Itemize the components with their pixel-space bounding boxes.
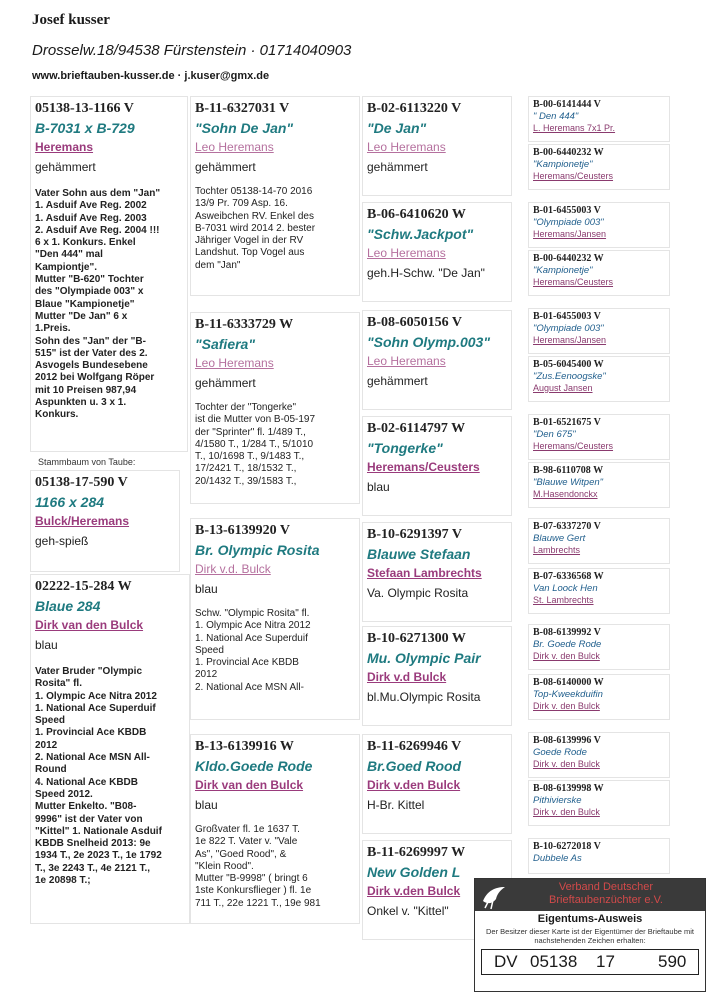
ring-number: 02222-15-284 W — [35, 579, 132, 594]
pigeon-name: "Kampionetje" — [533, 159, 593, 170]
owner: Heremans/Ceusters — [367, 460, 480, 474]
color: H-Br. Kittel — [367, 798, 425, 812]
ring-year: 17 — [596, 952, 615, 971]
ancestor-small-card — [528, 838, 670, 874]
ancestor-small-card — [528, 144, 670, 190]
owner: Lambrechts — [533, 545, 581, 555]
owner: Dirk v.d Bulck — [367, 670, 447, 684]
pigeon-name: "Olympiade 003" — [533, 217, 604, 228]
pigeon-name: Br. Goede Rode — [533, 639, 602, 650]
breeder-address: Drosselw.18/94538 Fürstenstein · 01714040903 — [32, 42, 352, 59]
breeder-contact: www.brieftauben-kusser.de · j.kuser@gmx.de — [32, 70, 270, 82]
subject-card — [30, 470, 180, 572]
pedigree-label: Stammbaum von Taube: — [38, 457, 136, 467]
owner: M.Hasendonckx — [533, 489, 598, 499]
owner: Leo Heremans — [367, 140, 446, 154]
pigeon-name: "Blauwe Witpen" — [533, 477, 604, 488]
ring-number: B-11-6269946 V — [367, 739, 462, 754]
ancestor-small-card — [528, 674, 670, 720]
ancestor-small-card — [528, 414, 670, 460]
pigeon-name: Pithivierske — [533, 795, 582, 806]
pigeon-name: "De Jan" — [367, 120, 427, 136]
description: Tochter der "Tongerke" ist die Mutter von B-05-197 der "Sprinter" fl. 1/489 T., 4/1580 T., 1/284 T., 5/1010 T., 10/1698 T., 9/1483 T., 17/2421 T., 18/1532 T., 20/1432 T., 39/1583 T., — [195, 402, 316, 487]
ring-number: B-01-6455003 V — [533, 205, 601, 216]
color: gehämmert — [367, 160, 428, 174]
color: blau — [195, 582, 218, 596]
description: Tochter 05138-14-70 2016 13/9 Pr. 709 Asp. 16. Asweibchen RV. Enkel des B-7031 wird 2014 2. bester Jähriger Vogel in der RV Landshut. Top Vogel aus dem "Jan" — [195, 186, 316, 271]
ring-number: B-00-6440232 W — [533, 147, 604, 158]
ring-number: B-00-6141444 V — [533, 99, 601, 110]
color: blau — [367, 480, 390, 494]
ancestor-small-card — [528, 308, 670, 354]
pigeon-name: Blauwe Stefaan — [367, 546, 471, 562]
ancestor-card — [362, 416, 512, 516]
ring-number: B-01-6455003 V — [533, 311, 601, 322]
ring-number: B-11-6333729 W — [195, 317, 294, 332]
org-name — [511, 881, 701, 907]
owner: Dirk v.den Bulck — [367, 884, 461, 898]
ring-number: B-01-6521675 V — [533, 417, 601, 428]
owner: Heremans — [35, 140, 94, 154]
ancestor-small-card — [528, 518, 670, 564]
grandparent-card — [190, 734, 360, 924]
owner: Leo Heremans — [367, 354, 446, 368]
owner: Leo Heremans — [195, 140, 274, 154]
ancestor-small-card — [528, 96, 670, 142]
ring-number: B-10-6271300 W — [367, 631, 466, 646]
grandparent-card — [190, 518, 360, 720]
ancestor-small-card — [528, 250, 670, 296]
ancestor-card — [362, 202, 512, 302]
pigeon-name: Br.Goed Rood — [367, 758, 462, 774]
pigeon-name: Top-Kweekduifin — [533, 689, 603, 700]
color: gehämmert — [195, 376, 256, 390]
ancestor-card — [362, 522, 512, 622]
ancestor-card — [362, 96, 512, 196]
color: Onkel v. "Kittel" — [367, 904, 449, 918]
description: Großvater fl. 1e 1637 T. 1e 822 T. Vater v. "Vale As", "Goed Rood", & "Klein Rood". Mutter "B-9998" ( bringt 6 1ste Konkursflieger ) fl. 1e 711 T., 22e 1221 T., 19e 981 — [195, 824, 321, 909]
owner: August Jansen — [533, 383, 593, 393]
owner: Heremans/Ceusters — [533, 171, 614, 181]
owner: Dirk v.d. Bulck — [195, 562, 271, 576]
ancestor-small-card — [528, 356, 670, 402]
breeder-name: Josef kusser — [32, 12, 110, 28]
ring-number: 05138-17-590 V — [35, 475, 128, 490]
ring-code-box — [481, 949, 699, 975]
owner: Dirk v.den Bulck — [367, 778, 461, 792]
ring-number: B-06-6410620 W — [367, 207, 466, 222]
ownership-card — [474, 878, 706, 992]
owner: Dirk van den Bulck — [35, 618, 144, 632]
ancestor-small-card — [528, 780, 670, 826]
ring-number: B-07-6336568 W — [533, 571, 604, 582]
ring-number: B-10-6272018 V — [533, 841, 601, 852]
color: geh-spieß — [35, 534, 89, 548]
ring-number: B-05-6045400 W — [533, 359, 604, 370]
owner: Dirk v. den Bulck — [533, 701, 600, 711]
ring-number: 05138-13-1166 V — [35, 101, 134, 116]
owner: Dirk van den Bulck — [195, 778, 304, 792]
ring-number: B-02-6114797 W — [367, 421, 466, 436]
ring-number: B-08-6050156 V — [367, 315, 463, 330]
color: gehämmert — [35, 160, 96, 174]
ring-number: B-11-6269997 W — [367, 845, 466, 860]
owner: Leo Heremans — [195, 356, 274, 370]
owner: Bulck/Heremans — [35, 514, 130, 528]
ring-number: B-00-6440232 W — [533, 253, 604, 264]
description: Schw. "Olympic Rosita" fl. 1. Olympic Ace Nitra 2012 1. National Ace Superduif Speed 1. Provincial Ace KBDB 2012 2. National Ace MSN All- — [195, 608, 311, 693]
owner: Heremans/Jansen — [533, 229, 607, 239]
ring-number: B-13-6139916 W — [195, 739, 294, 754]
pigeon-name: "Zus.Eenoogske" — [533, 371, 606, 382]
ancestor-small-card — [528, 462, 670, 508]
pigeon-name: Kldo.Goede Rode — [195, 758, 313, 774]
color: gehämmert — [367, 374, 428, 388]
owner: Stefaan Lambrechts — [367, 566, 482, 580]
pigeon-name: "Den 675" — [533, 429, 576, 440]
ancestor-small-card — [528, 624, 670, 670]
color: blau — [35, 638, 58, 652]
owner: Dirk v. den Bulck — [533, 807, 600, 817]
ring-number: B-11-6327031 V — [195, 101, 290, 116]
ring-number: B-08-6139998 W — [533, 783, 604, 794]
pigeon-name: B-7031 x B-729 — [35, 120, 135, 136]
pigeon-name: " Den 444" — [533, 111, 579, 122]
pigeon-name: Goede Rode — [533, 747, 587, 758]
owner: Heremans/Jansen — [533, 335, 607, 345]
owner: St. Lambrechts — [533, 595, 594, 605]
org-line-1: Verband Deutscher — [558, 881, 654, 893]
pigeon-name: Van Loock Hen — [533, 583, 598, 594]
color: Va. Olympic Rosita — [367, 586, 469, 600]
color: bl.Mu.Olympic Rosita — [367, 690, 481, 704]
ring-number: B-02-6113220 V — [367, 101, 462, 116]
ancestor-card — [362, 310, 512, 410]
ring-number: B-08-6139996 V — [533, 735, 601, 746]
dam-card — [30, 574, 190, 924]
ring-number: B-07-6337270 V — [533, 521, 601, 532]
grandparent-card — [190, 312, 360, 504]
pigeon-name: 1166 x 284 — [35, 494, 105, 510]
pigeon-name: Dubbele As — [533, 853, 582, 864]
pigeon-name: Blaue 284 — [35, 598, 101, 614]
owner: Leo Heremans — [367, 246, 446, 260]
owner: Dirk v. den Bulck — [533, 651, 600, 661]
pigeon-name: Blauwe Gert — [533, 533, 586, 544]
pigeon-name: Mu. Olympic Pair — [367, 650, 481, 666]
ancestor-card — [362, 734, 512, 834]
color: gehämmert — [195, 160, 256, 174]
ancestor-small-card — [528, 568, 670, 614]
ring-number: B-13-6139920 V — [195, 523, 291, 538]
pigeon-name: "Tongerke" — [367, 440, 443, 456]
ring-number: B-08-6140000 W — [533, 677, 604, 688]
ring-prefix: DV — [494, 952, 518, 971]
description: Vater Sohn aus dem "Jan" 1. Asduif Ave Reg. 2002 1. Asduif Ave Reg. 2003 2. Asduif Ave Reg. 2004 !!! 6 x 1. Konkurs. Enkel "Den 444" mal Kampiontje". Mutter "B-620" Tochter des "Olympiade 003" x Blaue "Kampionetje" Mutter "De Jan" 6 x 1.Preis. Sohn des "Jan" der "B- 515" ist der Vater des 2. Asvogels Bundesebene 2012 bei Wolfgang Röper mit 10 Preisen 987,94 Aspunkten u. 3 x 1. Konkurs. — [35, 188, 161, 421]
pigeon-name: "Safiera" — [195, 336, 255, 352]
pigeon-name: "Sohn De Jan" — [195, 120, 294, 136]
owner: Heremans/Ceusters — [533, 441, 614, 451]
ownership-title: Eigentums-Ausweis — [537, 913, 643, 925]
ancestor-small-card — [528, 202, 670, 248]
pigeon-name: New Golden L — [367, 864, 461, 880]
owner: Heremans/Ceusters — [533, 277, 614, 287]
description: Vater Bruder "Olympic Rosita" fl. 1. Olympic Ace Nitra 2012 1. National Ace Superduif Speed 1. Provincial Ace KBDB 2012 2. National Ace MSN All- Round 4. National Ace KBDB Speed 2012. Mutter Enkelto. "B08- 9996" ist der Vater von "Kittel" 1. Nationale Asduif KBDB Snelheid 2013: 9e 1934 T., 2e 2023 T., 1e 1792 T., 3e 2243 T., 4e 2121 T., 1e 20898 T.; — [35, 666, 162, 887]
ancestor-card — [362, 626, 512, 726]
ownership-info: Der Besitzer dieser Karte ist der Eigentümer der Brieftaube mit nachstehenden Zeichen erhalten: — [485, 927, 694, 945]
ring-number: B-10-6291397 V — [367, 527, 463, 542]
pigeon-logo-icon — [479, 881, 509, 911]
org-line-2: Brieftaubenzüchter e.V. — [549, 894, 663, 906]
ring-club: 05138 — [530, 952, 578, 971]
pigeon-name: "Schw.Jackpot" — [367, 226, 474, 242]
color: geh.H-Schw. "De Jan" — [367, 266, 485, 280]
ring-number: B-98-6110708 W — [533, 465, 604, 476]
grandparent-card — [190, 96, 360, 296]
sire-card — [30, 96, 188, 452]
ancestor-small-card — [528, 732, 670, 778]
pigeon-name: "Sohn Olymp.003" — [367, 334, 490, 350]
pigeon-name: Br. Olympic Rosita — [195, 542, 320, 558]
color: blau — [195, 798, 218, 812]
pigeon-name: "Kampionetje" — [533, 265, 593, 276]
ring-number: B-08-6139992 V — [533, 627, 601, 638]
owner: Dirk v. den Bulck — [533, 759, 600, 769]
pigeon-name: "Olympiade 003" — [533, 323, 604, 334]
owner: L. Heremans 7x1 Pr. — [533, 123, 616, 133]
ring-number-stamp: 590 — [658, 952, 687, 971]
